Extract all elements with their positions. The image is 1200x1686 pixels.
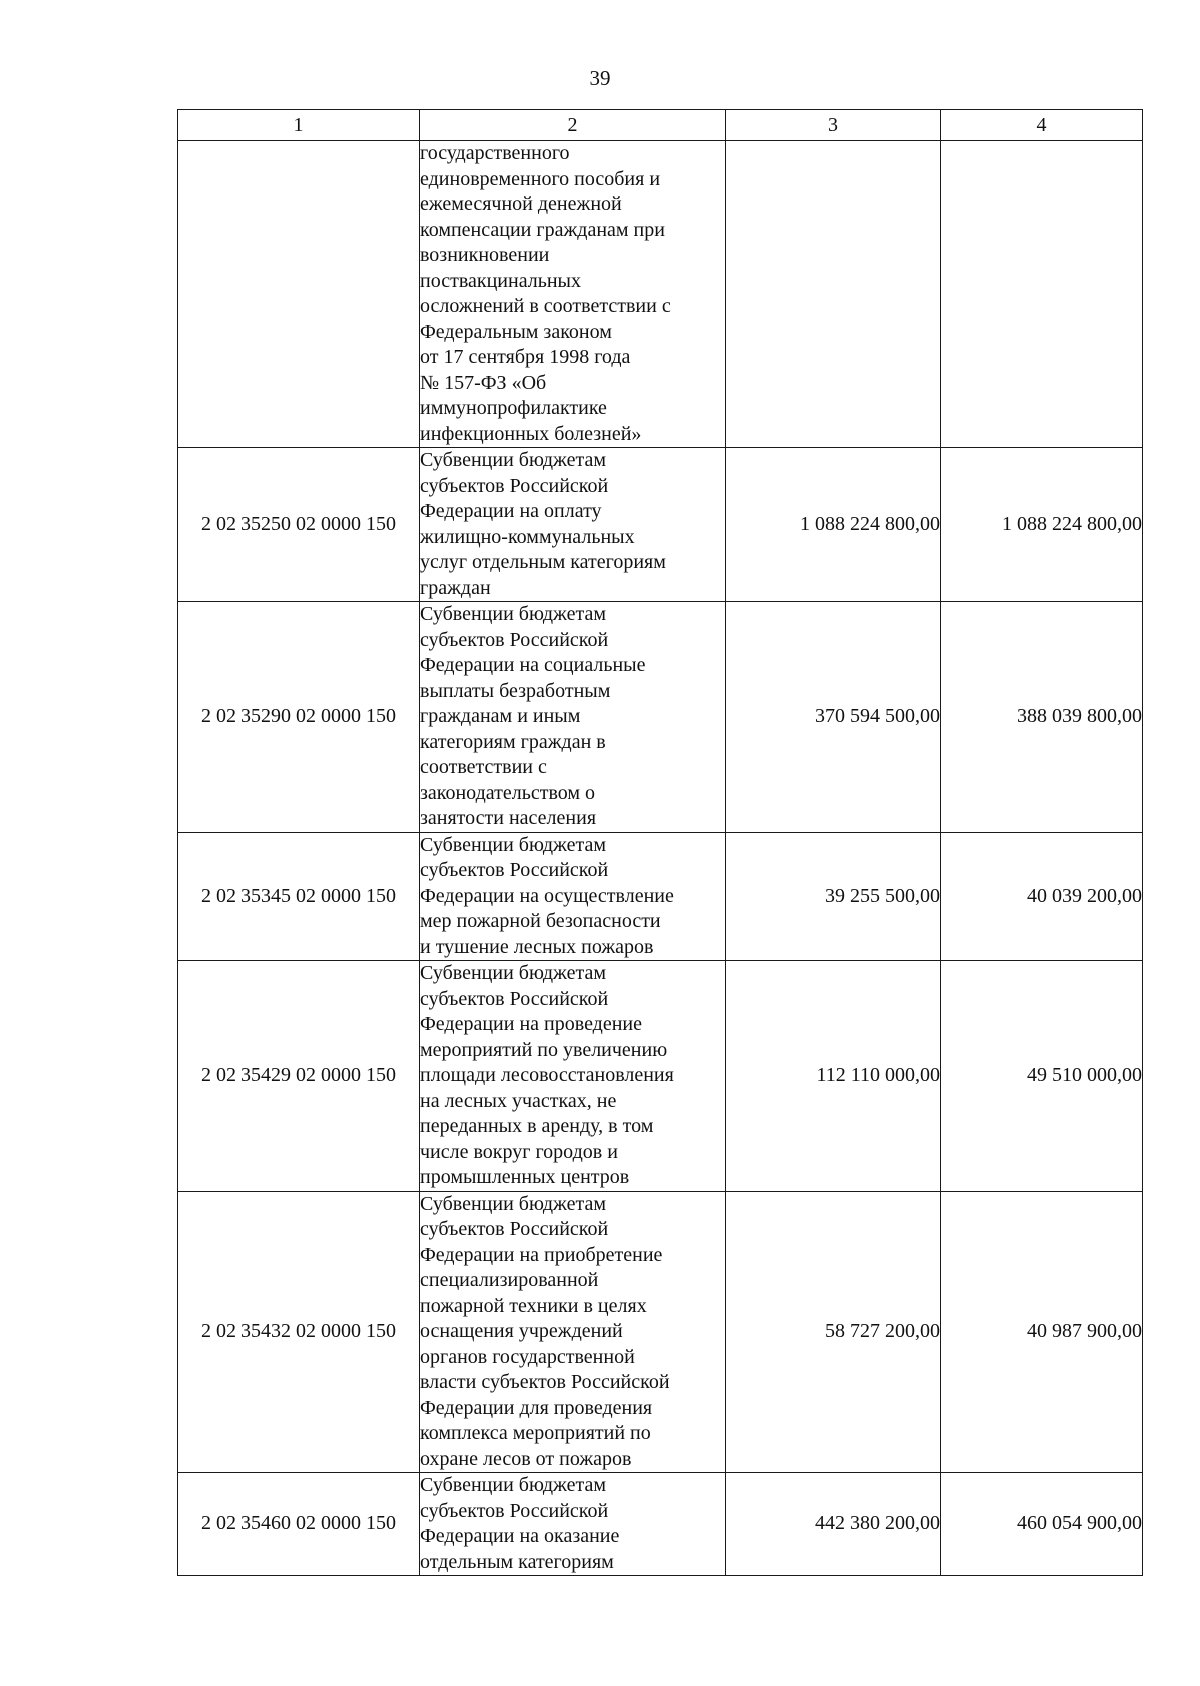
description-line: Федеральным законом (420, 320, 612, 343)
description-line: числе вокруг городов и (420, 1140, 618, 1163)
description-line: на лесных участках, не (420, 1089, 617, 1112)
budget-table (177, 109, 1143, 1576)
description-line: выплаты безработным (420, 679, 611, 702)
column-header-3: 3 (726, 110, 941, 141)
description-cell (420, 832, 726, 961)
amount-column-3-cell: 370 594 500,00 (726, 602, 941, 833)
column-header-4: 4 (941, 110, 1143, 141)
description-line: № 157-ФЗ «Об (420, 371, 547, 394)
description-line: государственного (420, 142, 570, 164)
description-cell (420, 1191, 726, 1473)
description-line: ежемесячной денежной (420, 193, 622, 215)
description-line: услуг отдельным категориям (420, 551, 666, 573)
budget-code-cell: 2 02 35429 02 0000 150 (178, 961, 420, 1192)
description-line: соответствии с (420, 756, 547, 778)
amount-column-4-cell: 40 039 200,00 (941, 832, 1143, 961)
description-line: Федерации на приобретение (420, 1243, 663, 1266)
description-line: Федерации на оказание (420, 1525, 620, 1547)
description-line: отдельным категориям (420, 1550, 614, 1573)
description-line: промышленных центров (420, 1166, 630, 1188)
description-line: Субвенции бюджетам (420, 962, 606, 984)
description-line: комплекса мероприятий по (420, 1422, 651, 1444)
description-cell (420, 141, 726, 448)
description-line: оснащения учреждений (420, 1320, 623, 1342)
amount-column-4-cell: 460 054 900,00 (941, 1473, 1143, 1576)
description-line: мер пожарной безопасности (420, 910, 661, 932)
budget-code-cell: 2 02 35345 02 0000 150 (178, 832, 420, 961)
description-line: граждан (420, 576, 491, 599)
page-number: 39 (589, 66, 611, 90)
amount-column-3-cell: 58 727 200,00 (726, 1191, 941, 1473)
budget-code-cell: 2 02 35290 02 0000 150 (178, 602, 420, 833)
table-row (178, 832, 1143, 961)
description-line: переданных в аренду, в том (420, 1115, 654, 1137)
description-line: категориям граждан в (420, 730, 606, 753)
description-line: Субвенции бюджетам (420, 1474, 606, 1496)
budget-code-cell: 2 02 35432 02 0000 150 (178, 1191, 420, 1473)
description-cell (420, 961, 726, 1192)
description-line: органов государственной (420, 1345, 635, 1368)
amount-column-3-cell: 1 088 224 800,00 (726, 448, 941, 602)
description-line: гражданам и иным (420, 705, 581, 727)
description-line: субъектов Российской (420, 1218, 609, 1240)
description-line: жилищно-коммунальных (420, 525, 635, 548)
amount-column-4-cell: 49 510 000,00 (941, 961, 1143, 1192)
table-row (178, 141, 1143, 448)
description-line: субъектов Российской (420, 1499, 609, 1522)
budget-code-cell: 2 02 35250 02 0000 150 (178, 448, 420, 602)
description-line: Федерации на проведение (420, 1013, 643, 1035)
description-line: субъектов Российской (420, 474, 609, 497)
amount-column-3-cell: 442 380 200,00 (726, 1473, 941, 1576)
description-line: субъектов Российской (420, 859, 609, 881)
table-row (178, 602, 1143, 833)
description-cell (420, 602, 726, 833)
table-row (178, 448, 1143, 602)
description-line: Субвенции бюджетам (420, 1192, 606, 1215)
description-line: специализированной (420, 1269, 599, 1291)
table-header-row (178, 110, 1143, 141)
table-row (178, 1191, 1143, 1473)
budget-code-cell: 2 02 35460 02 0000 150 (178, 1473, 420, 1576)
description-line: иммунопрофилактике (420, 397, 607, 419)
budget-code-cell (178, 141, 420, 448)
description-line: Федерации для проведения (420, 1396, 653, 1419)
column-header-1: 1 (178, 110, 420, 141)
column-header-2: 2 (420, 110, 726, 141)
description-line: занятости населения (420, 807, 597, 829)
description-line: пожарной техники в целях (420, 1294, 647, 1317)
description-line: и тушение лесных пожаров (420, 935, 654, 958)
description-line: осложнений в соответствии с (420, 295, 671, 317)
description-line: поствакцинальных (420, 269, 581, 292)
description-line: инфекционных болезней» (420, 422, 642, 445)
description-line: Субвенции бюджетам (420, 603, 606, 625)
description-line: Субвенции бюджетам (420, 833, 606, 856)
amount-column-3-cell: 39 255 500,00 (726, 832, 941, 961)
description-line: охране лесов от пожаров (420, 1447, 632, 1470)
description-line: компенсации гражданам при (420, 218, 665, 241)
description-line: Субвенции бюджетам (420, 449, 606, 471)
description-cell (420, 448, 726, 602)
description-line: от 17 сентября 1998 года (420, 346, 631, 368)
description-line: субъектов Российской (420, 628, 609, 651)
description-line: субъектов Российской (420, 987, 609, 1010)
amount-column-4-cell: 388 039 800,00 (941, 602, 1143, 833)
description-line: Федерации на осуществление (420, 884, 674, 907)
description-line: власти субъектов Российской (420, 1371, 670, 1393)
amount-column-3-cell (726, 141, 941, 448)
table-row (178, 961, 1143, 1192)
amount-column-4-cell: 1 088 224 800,00 (941, 448, 1143, 602)
description-line: законодательством о (420, 781, 596, 804)
description-line: единовременного пособия и (420, 167, 661, 190)
amount-column-3-cell: 112 110 000,00 (726, 961, 941, 1192)
description-line: площади лесовосстановления (420, 1064, 674, 1086)
description-line: Федерации на оплату (420, 500, 602, 522)
amount-column-4-cell: 40 987 900,00 (941, 1191, 1143, 1473)
amount-column-4-cell (941, 141, 1143, 448)
description-line: мероприятий по увеличению (420, 1038, 668, 1061)
description-cell (420, 1473, 726, 1576)
table-row (178, 1473, 1143, 1576)
description-line: Федерации на социальные (420, 654, 646, 676)
description-line: возникновении (420, 244, 550, 266)
table-body (178, 141, 1143, 1576)
